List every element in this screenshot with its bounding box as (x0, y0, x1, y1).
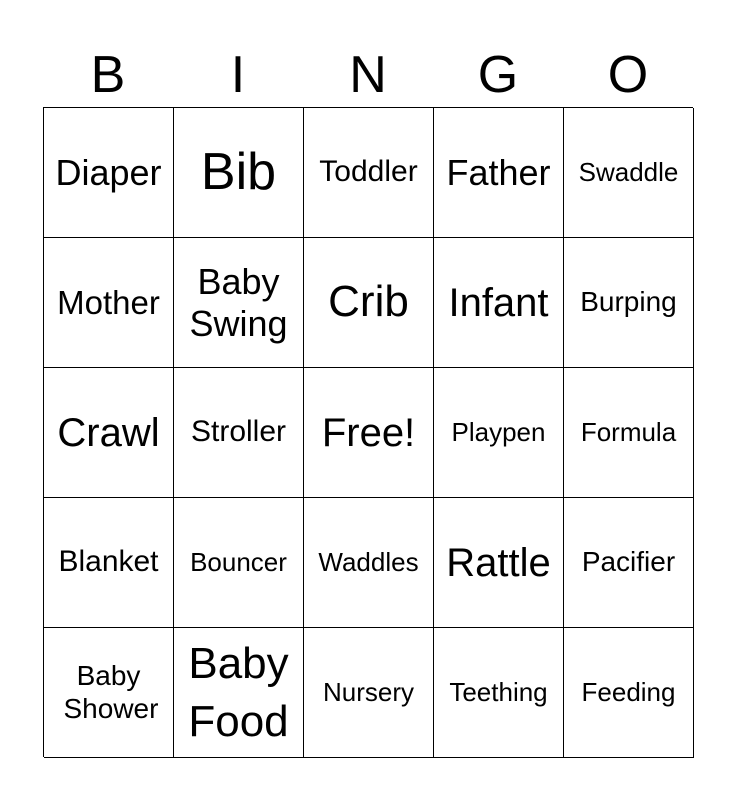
bingo-cell[interactable] (434, 238, 564, 368)
cell-label: Crib (328, 277, 409, 327)
cell-label: Diaper (55, 151, 162, 193)
header-letter-g: G (477, 46, 519, 104)
cell-label: Free! (321, 410, 416, 455)
cell-label: Bib (200, 143, 277, 202)
cell-label: Teething (449, 676, 548, 707)
bingo-cell[interactable] (564, 238, 694, 368)
cell-label: Mother (57, 283, 160, 321)
bingo-cell[interactable] (44, 238, 174, 368)
cell-label: Feeding (581, 676, 676, 707)
bingo-cell[interactable] (174, 628, 304, 758)
cell-label: Stroller (190, 415, 287, 449)
bingo-cell[interactable] (564, 108, 694, 238)
bingo-header (43, 44, 693, 106)
bingo-cell[interactable] (304, 498, 434, 628)
bingo-cell[interactable] (174, 368, 304, 498)
bingo-cell[interactable] (564, 368, 694, 498)
bingo-cell[interactable] (44, 628, 174, 758)
bingo-cell[interactable] (174, 108, 304, 238)
header-letter-o: O (607, 46, 649, 104)
cell-label: Blanket (58, 545, 159, 579)
cell-label: Baby Swing (189, 261, 288, 344)
cell-label: Baby Food (188, 639, 289, 746)
bingo-cell[interactable] (304, 628, 434, 758)
bingo-cell[interactable] (434, 498, 564, 628)
bingo-cell[interactable] (304, 108, 434, 238)
cell-label: Rattle (446, 540, 551, 585)
bingo-cell free-space[interactable] (304, 368, 434, 498)
cell-label: Swaddle (578, 156, 679, 187)
bingo-cell[interactable] (174, 238, 304, 368)
bingo-cell[interactable] (174, 498, 304, 628)
cell-label: Formula (580, 416, 677, 447)
cell-label: Playpen (451, 416, 546, 447)
cell-label: Bouncer (190, 546, 287, 577)
bingo-cell[interactable] (434, 628, 564, 758)
bingo-board (43, 107, 693, 757)
header-letter-b: B (90, 46, 126, 104)
bingo-cell[interactable] (44, 368, 174, 498)
bingo-cell[interactable] (434, 108, 564, 238)
cell-label: Burping (580, 286, 677, 318)
cell-label: Pacifier (581, 546, 676, 578)
cell-label: Waddles (318, 546, 419, 577)
bingo-cell[interactable] (564, 628, 694, 758)
header-letter-n: N (349, 46, 387, 104)
header-letter-i: I (230, 46, 246, 104)
cell-label: Crawl (57, 410, 160, 455)
cell-label: Toddler (319, 155, 418, 189)
cell-label: Baby Shower (63, 660, 159, 724)
bingo-cell[interactable] (44, 108, 174, 238)
bingo-cell[interactable] (434, 368, 564, 498)
bingo-cell[interactable] (44, 498, 174, 628)
bingo-cell[interactable] (304, 238, 434, 368)
cell-label: Father (446, 151, 551, 193)
cell-label: Infant (448, 280, 549, 325)
cell-label: Nursery (322, 676, 414, 707)
bingo-cell[interactable] (564, 498, 694, 628)
